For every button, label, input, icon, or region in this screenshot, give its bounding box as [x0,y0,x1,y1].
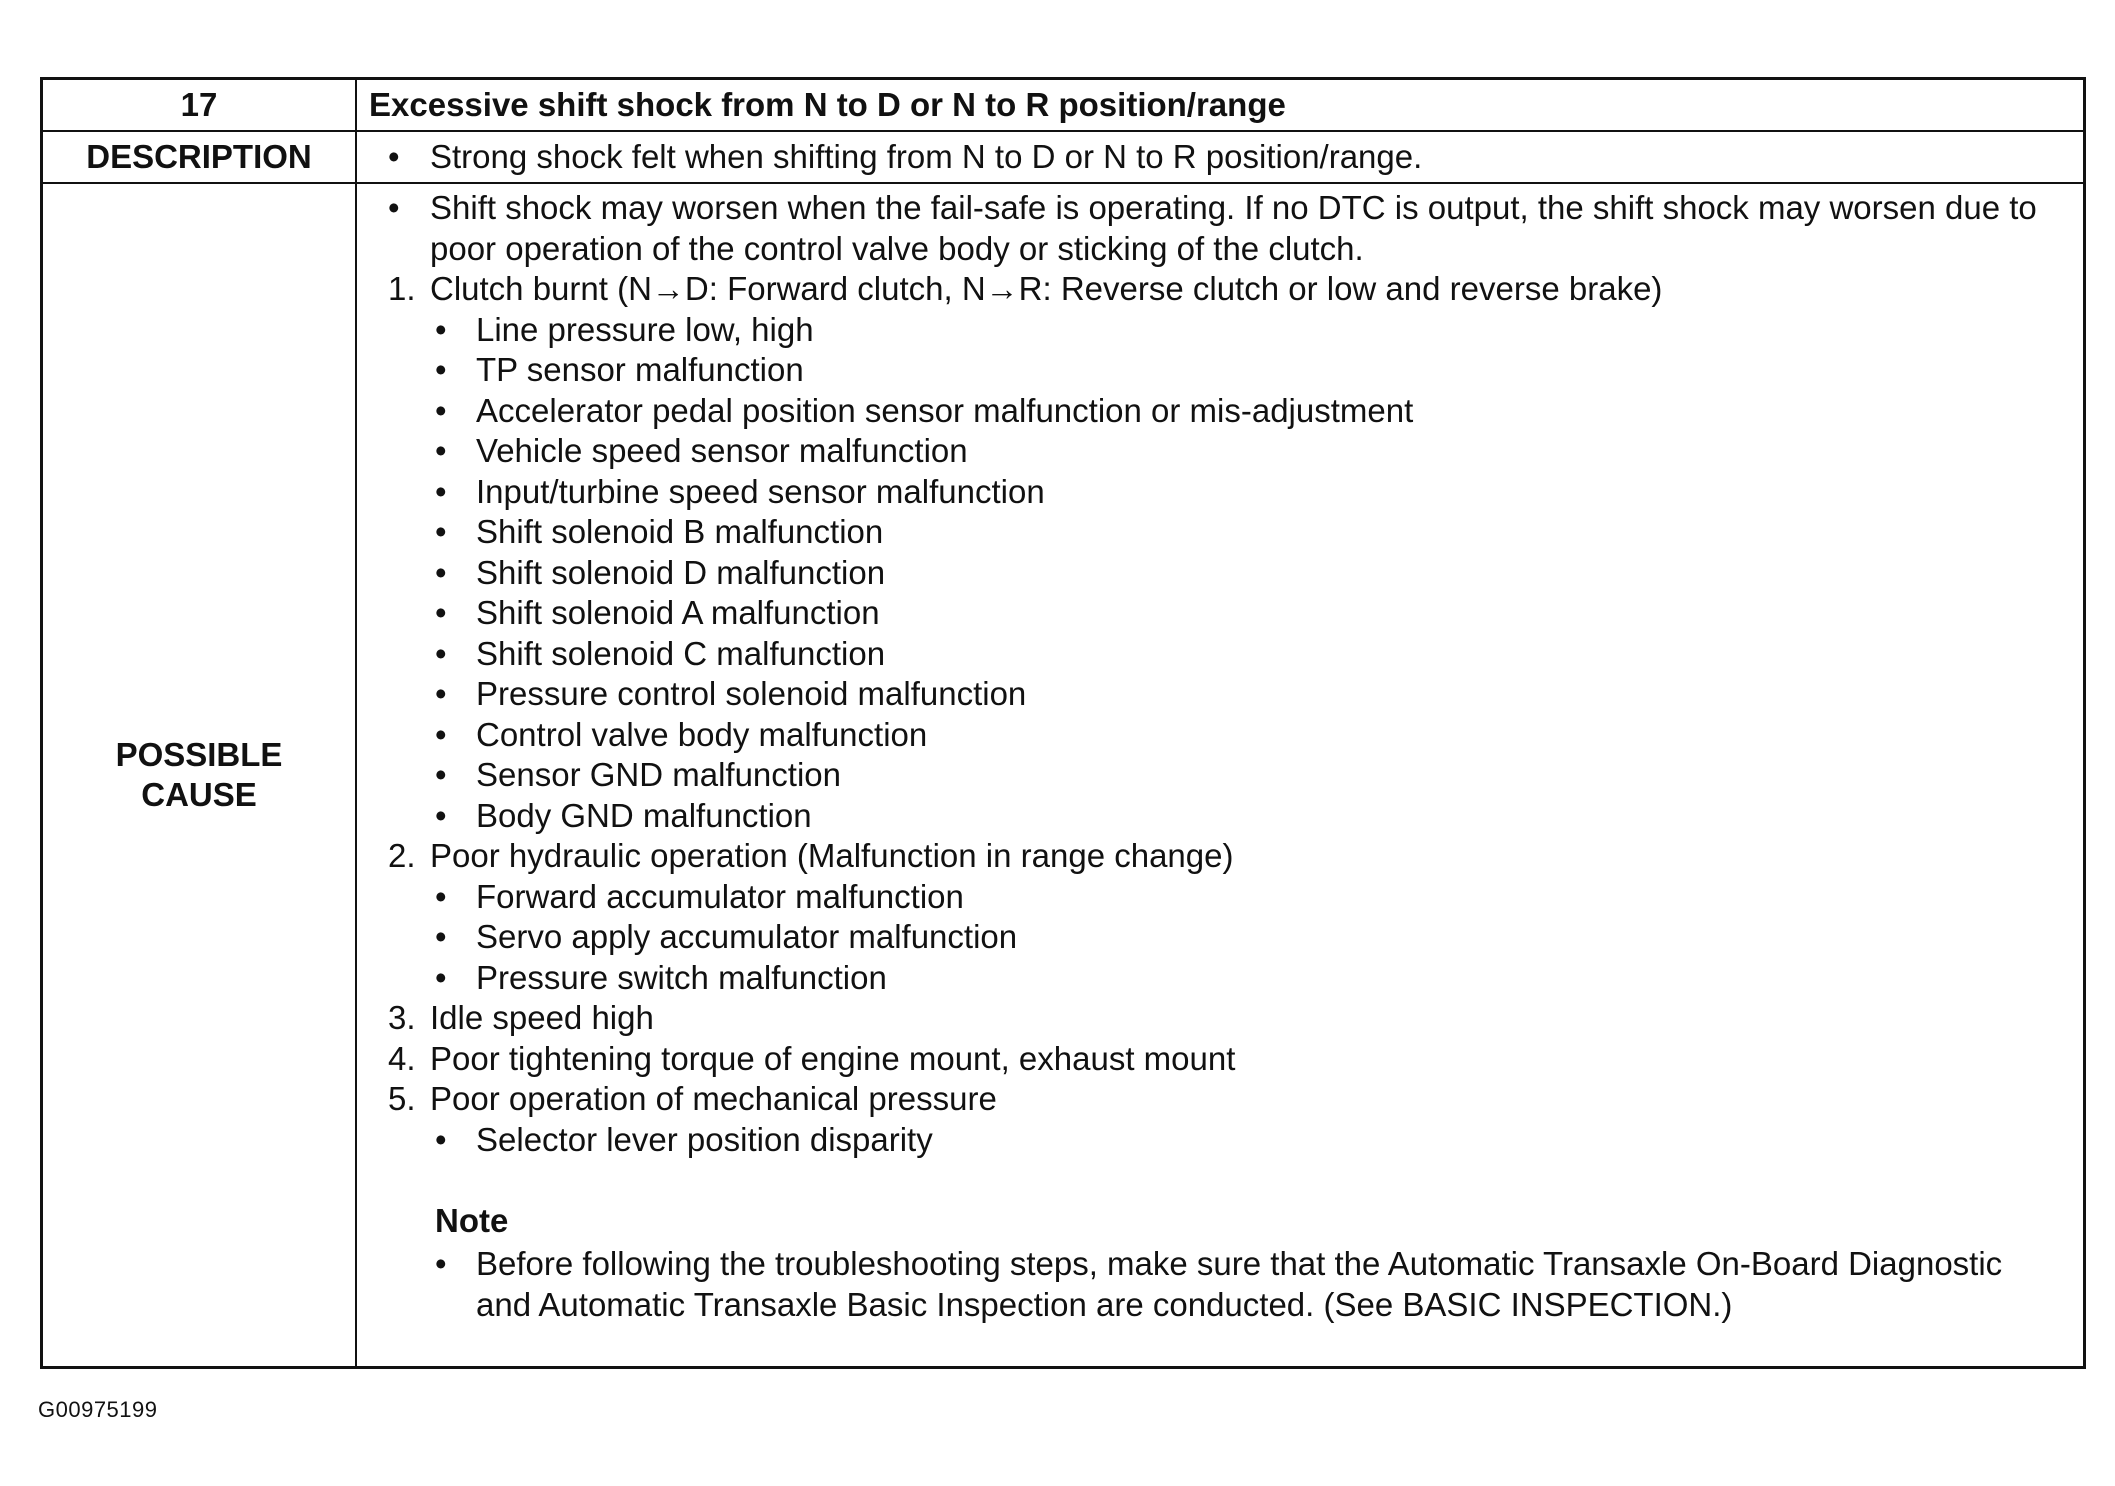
cause-subitem [369,634,2083,675]
bullet-icon: • [435,877,447,915]
description-row [43,132,2083,184]
cause-item-text: Poor hydraulic operation (Malfunction in range change) [430,837,1234,874]
bullet-icon: • [435,675,447,712]
cause-subitem-text: Accelerator pedal position sensor malfunction or mis-adjustment [476,391,1414,429]
bullet-icon: • [435,391,447,429]
cause-subitem [369,512,2083,553]
bullet-icon: • [435,432,447,469]
case-title-cell [357,80,2083,130]
cause-subitem-text: Selector lever position disparity [476,1120,933,1158]
cause-subitem [369,391,2083,432]
cause-intro-text: Shift shock may worsen when the fail-safe is operating. If no DTC is output, the shift shock may worsen due to poor operation of the control valve body or sticking of the clutch. [430,189,2037,267]
cause-subitem [369,674,2083,715]
note-text: Before following the troubleshooting steps, make sure that the Automatic Transaxle On-Board Diagnostic and Automatic Transaxle Basic Inspection are conducted. (See BASIC INSPECTION.) [476,1245,2003,1323]
cause-subitem-text: Servo apply accumulator malfunction [476,918,1018,955]
note-heading: Note [435,1202,509,1239]
cause-subitem [369,431,2083,472]
cause-item-number: 3. [388,999,416,1036]
possible-cause-row [43,184,2083,1366]
cause-subitem [369,1120,2083,1161]
cause-subitem [369,310,2083,351]
bullet-icon: • [435,796,447,834]
bullet-icon: • [435,918,447,955]
bullet-icon: • [435,553,447,591]
cause-item-number: 5. [388,1080,416,1117]
cause-subitem-text: Line pressure low, high [476,310,814,348]
cause-subitem [369,350,2083,391]
cause-subitem-text: Shift solenoid C malfunction [476,634,886,672]
cause-item-text: Idle speed high [430,999,654,1036]
cause-subitem-text: Body GND malfunction [476,796,812,834]
bullet-icon: • [435,351,447,388]
cause-subitem [369,755,2083,796]
cause-list [369,269,2083,1160]
cause-subitem-text: Shift solenoid B malfunction [476,513,884,550]
cause-subitem-text: TP sensor malfunction [476,351,804,388]
bullet-icon: • [435,715,447,753]
cause-subitem-text: Shift solenoid D malfunction [476,553,886,591]
cause-subitem [369,553,2083,594]
possible-cause-label-line1: POSSIBLE [115,736,283,773]
table-header-row [43,80,2083,132]
cause-item [369,836,2083,877]
cause-subitem-text: Pressure switch malfunction [476,958,887,996]
cause-item-number: 2. [388,837,416,874]
bullet-icon: • [435,513,447,550]
bullet-icon: • [435,472,447,510]
bullet-icon: • [435,1120,447,1158]
cause-subitem-text: Pressure control solenoid malfunction [476,675,1027,712]
possible-cause-cell [357,184,2083,1366]
cause-item-text: Poor operation of mechanical pressure [430,1080,997,1117]
cause-subitem-text: Vehicle speed sensor malfunction [476,432,968,469]
cause-item-number: 1. [388,270,416,307]
description-text: Strong shock felt when shifting from N to D or N to R position/range. [430,138,1423,175]
cause-subitem [369,958,2083,999]
figure-id: G00975199 [38,1397,158,1422]
possible-cause-label-line2: CAUSE [141,776,257,813]
cause-subitem-text: Input/turbine speed sensor malfunction [476,472,1045,510]
bullet-icon: • [435,634,447,672]
description-label: DESCRIPTION [43,132,357,182]
cause-intro [369,188,2083,269]
cause-subitem [369,877,2083,918]
bullet-icon: • [388,189,400,226]
cause-item-text: Clutch burnt (N→D: Forward clutch, N→R: Reverse clutch or low and reverse brake) [430,270,1663,307]
cause-item [369,269,2083,310]
description-item [369,132,2083,182]
cause-subitem [369,715,2083,756]
case-number: 17 [43,80,357,130]
cause-subitem-text: Forward accumulator malfunction [476,877,964,915]
note-block [369,1198,2083,1325]
cause-item [369,998,2083,1039]
bullet-icon: • [435,310,447,348]
cause-subitem [369,472,2083,513]
cause-subitem [369,593,2083,634]
cause-subitem-text: Sensor GND malfunction [476,756,841,793]
bullet-icon: • [388,138,400,175]
possible-cause-label [43,184,357,1366]
bullet-icon: • [435,1245,447,1282]
case-title: Excessive shift shock from N to D or N to R position/range [369,86,1286,123]
cause-item-number: 4. [388,1039,416,1077]
cause-subitem-text: Control valve body malfunction [476,715,928,753]
cause-subitem [369,917,2083,958]
bullet-icon: • [435,594,447,631]
bullet-icon: • [435,958,447,996]
bullet-icon: • [435,756,447,793]
troubleshooting-table [40,77,2086,1369]
cause-item [369,1039,2083,1080]
description-cell [357,132,2083,182]
cause-item [369,1079,2083,1120]
cause-item-text: Poor tightening torque of engine mount, exhaust mount [430,1039,1236,1077]
cause-subitem [369,796,2083,837]
cause-subitem-text: Shift solenoid A malfunction [476,594,880,631]
note-item [369,1244,2083,1325]
